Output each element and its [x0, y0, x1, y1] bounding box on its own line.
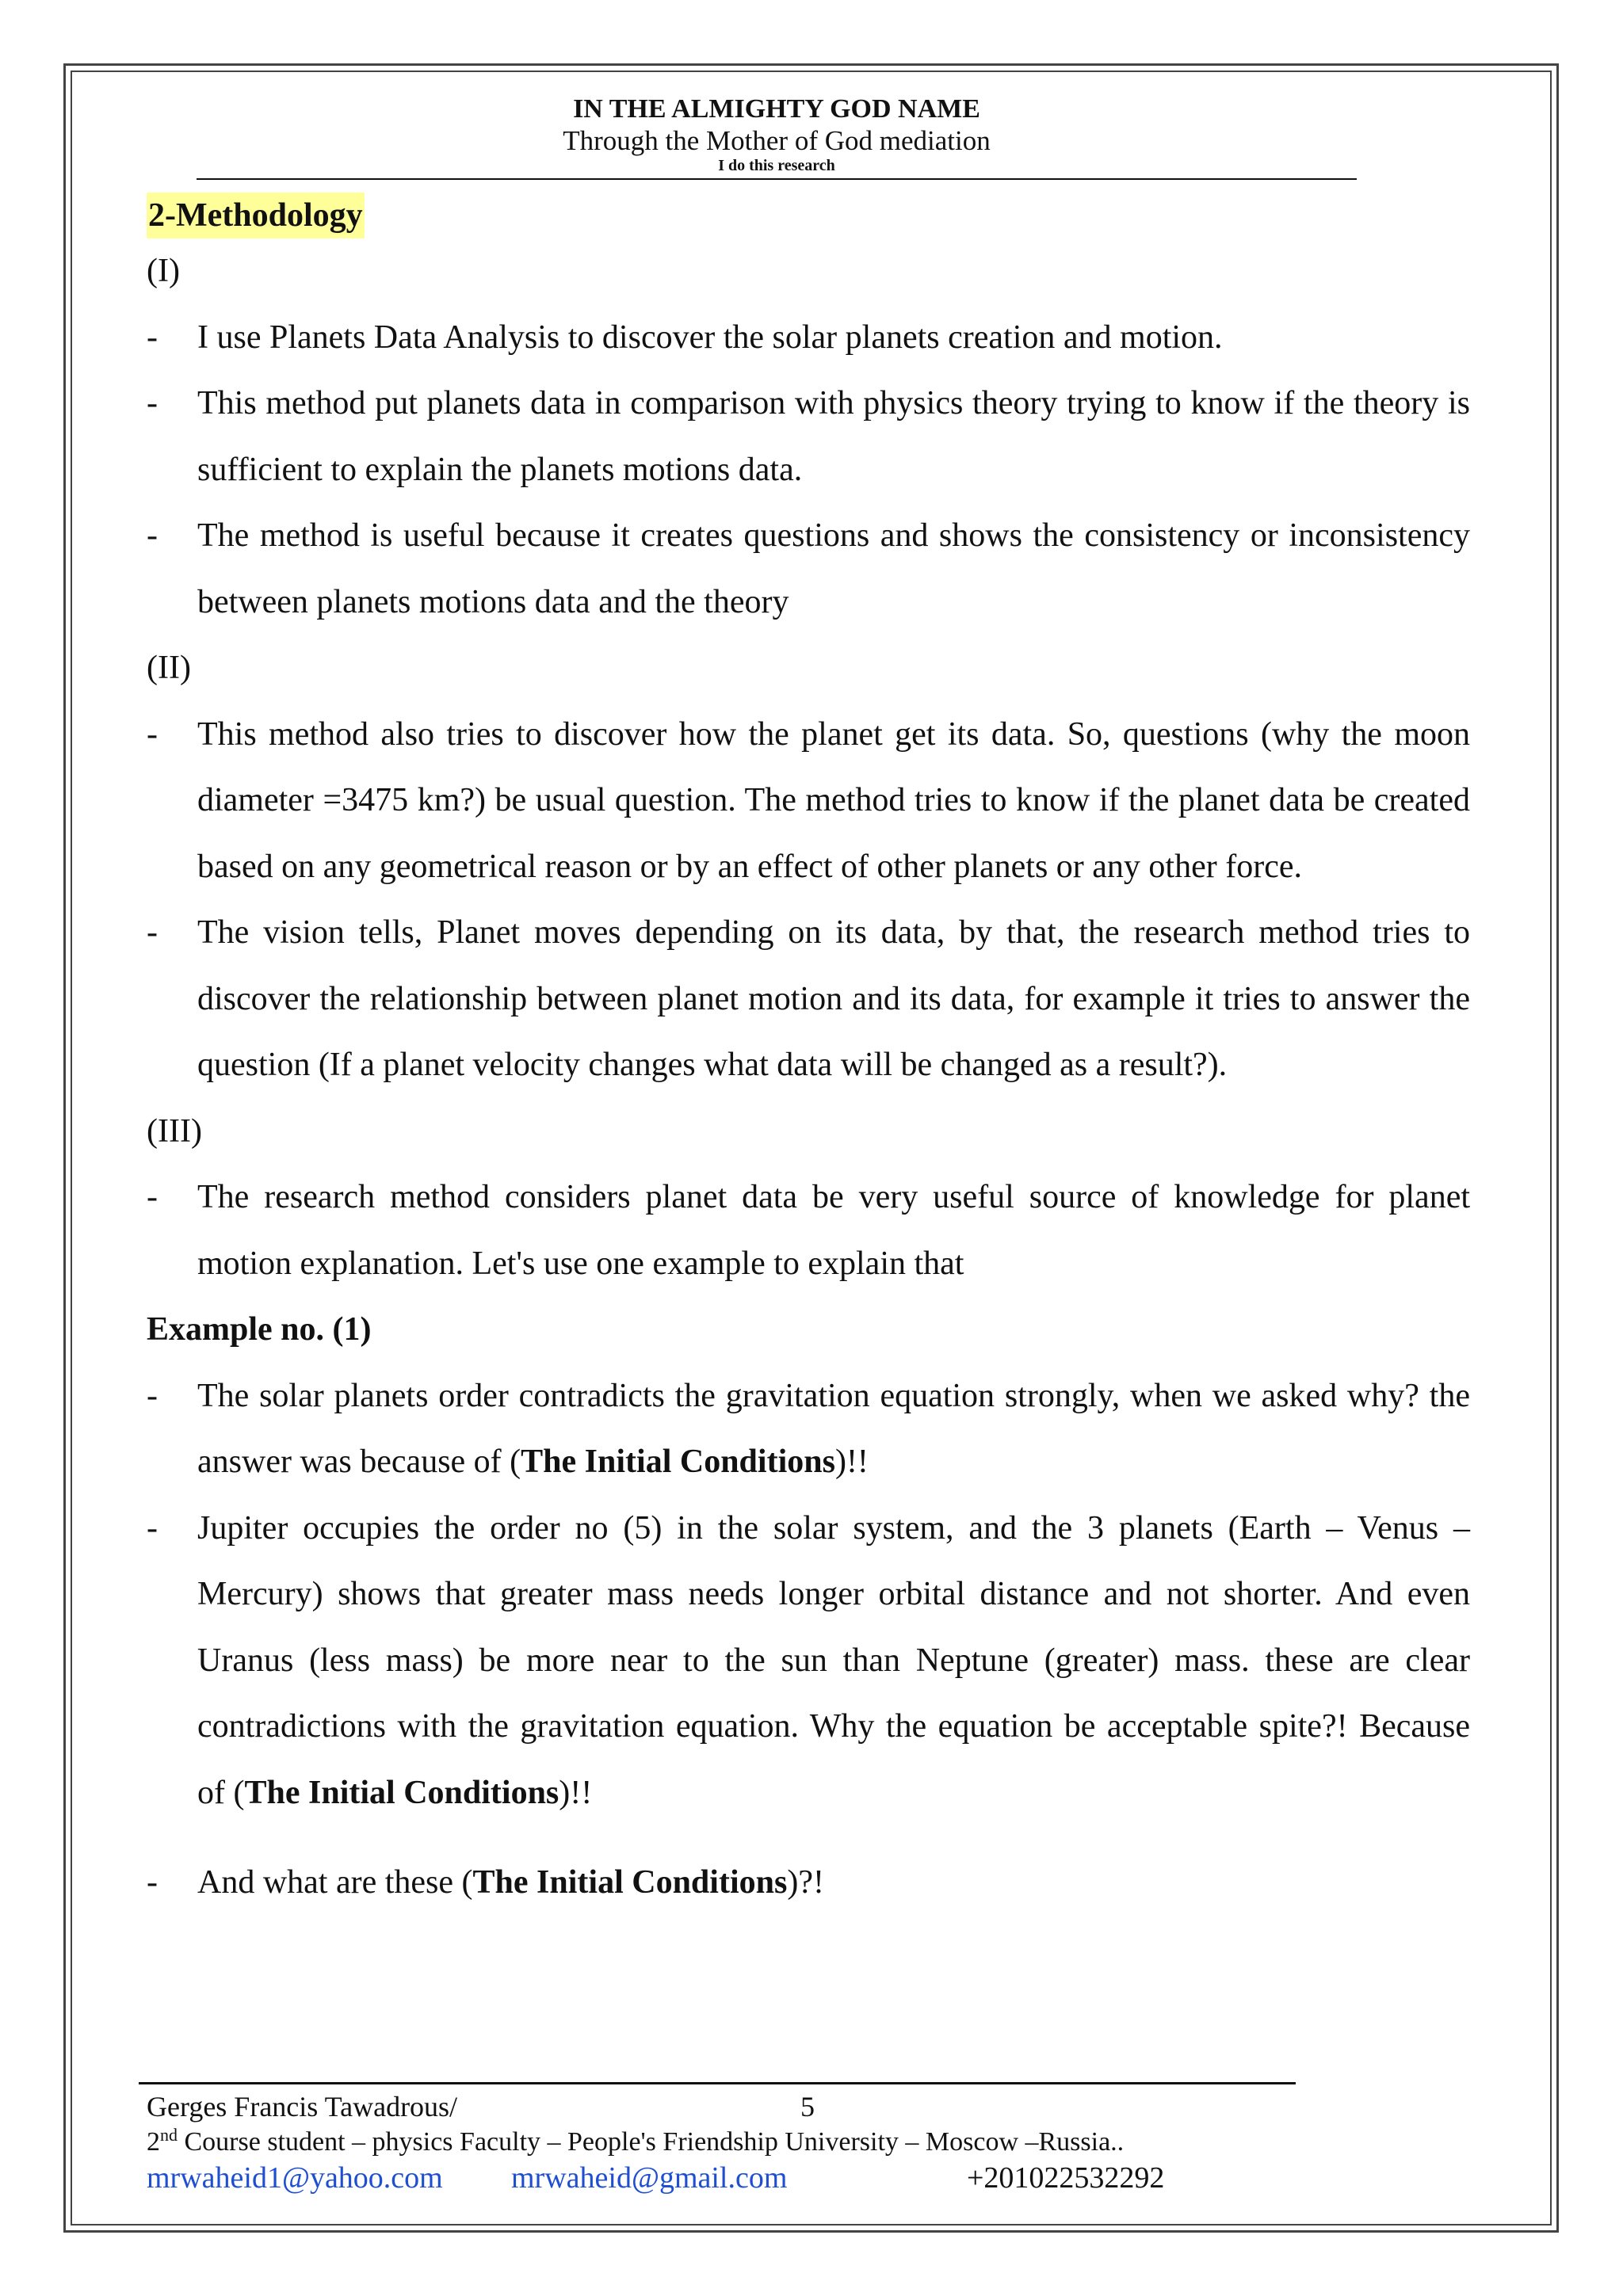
list-item	[147, 371, 1470, 503]
example-title: Example no. (1)	[147, 1311, 372, 1348]
list-item	[147, 1363, 1470, 1496]
text-run: The solar planets order contradicts the gravitation equation strongly, when we asked why? the answer was because of (	[197, 1377, 1470, 1480]
header-subtitle: Through the Mother of God mediation	[563, 125, 991, 156]
affiliation-suffix: nd	[160, 2125, 178, 2145]
header-title: IN THE ALMIGHTY GOD NAME	[573, 94, 980, 124]
page-footer	[147, 2088, 1335, 2196]
text-run: )!!	[834, 1444, 869, 1480]
text-run: Jupiter occupies the order no (5) in the solar system, and the 3 planets (Earth – Venus – Mercury) shows that greater mass needs longer orbital distance and not shorter. And even Uranus (less mass) be more near to the sun than Neptune (greater) mass. these are clear contradictions with the gravitation equation. Why the equation be acceptable spite?! Because of (	[197, 1509, 1470, 1811]
section-heading: 2-Methodology	[147, 193, 365, 238]
list-item	[147, 1850, 1470, 1917]
affiliation-ordinal: 2	[147, 2127, 160, 2157]
author-name: Gerges Francis Tawadrous/	[147, 2091, 458, 2122]
bullet-dash: -	[147, 517, 158, 554]
bullet-dash: -	[147, 318, 158, 356]
phone-number: +201022532292	[967, 2161, 1165, 2195]
contact-line	[147, 2160, 1335, 2196]
list-item-text: This method also tries to discover how the planet get its data. So, questions (why the moon diameter =3475 km?) be usual question. The method tries to know if the planet data be created based on any geometrical reason or by an effect of other planets or any other force.	[197, 715, 1470, 885]
text-run: And what are these (	[197, 1864, 473, 1901]
main-content	[147, 193, 1470, 1917]
list-item	[147, 702, 1470, 901]
email-link-yahoo[interactable]: mrwaheid1@yahoo.com	[147, 2161, 443, 2195]
bullet-dash: -	[147, 914, 158, 951]
affiliation	[147, 2125, 1335, 2160]
bullet-dash: -	[147, 1377, 158, 1414]
list-item	[147, 503, 1470, 635]
footer-line-1	[147, 2088, 1335, 2125]
bullet-dash: -	[147, 715, 158, 753]
affiliation-text: Course student – physics Faculty – People's Friendship University – Moscow –Russia..	[178, 2127, 1125, 2157]
list-item-text: The vision tells, Planet moves depending on its data, by that, the research method tries to discover the relationship between planet motion and its data, for example it tries to answer the question (If a planet velocity changes what data will be changed as a result?).	[197, 914, 1470, 1083]
footer-divider	[139, 2082, 1296, 2084]
initial-conditions-term: The Initial Conditions	[521, 1444, 835, 1480]
list-item-text	[197, 1850, 1470, 1917]
text-run: )!!	[559, 1774, 593, 1811]
list-item-text: This method put planets data in comparison with physics theory trying to know if the theory is sufficient to explain the planets motions data.	[197, 385, 1470, 488]
page-header	[198, 93, 1355, 174]
list-item	[147, 1165, 1470, 1297]
header-divider	[197, 178, 1357, 180]
bullet-dash: -	[147, 1509, 158, 1547]
list-item-text	[197, 1496, 1470, 1827]
bullet-dash: -	[147, 1864, 158, 1901]
list-item	[147, 1496, 1470, 1827]
bullet-dash: -	[147, 1179, 158, 1215]
list-item-text: The method is useful because it creates questions and shows the consistency or inconsistency between planets motions data and the theory	[197, 517, 1470, 620]
bullet-dash: -	[147, 385, 158, 421]
initial-conditions-term: The Initial Conditions	[244, 1774, 559, 1811]
header-note: I do this research	[718, 157, 835, 174]
part-label-2: (II)	[147, 650, 191, 686]
list-item-text: I use Planets Data Analysis to discover the solar planets creation and motion.	[197, 318, 1223, 356]
list-item-text: The research method considers planet data be very useful source of knowledge for planet motion explanation. Let's use one example to explain that	[197, 1179, 1470, 1282]
page-number: 5	[800, 2091, 815, 2122]
initial-conditions-term: The Initial Conditions	[472, 1864, 788, 1901]
list-item-text	[197, 1363, 1470, 1496]
spacer	[147, 1826, 1470, 1850]
email-link-gmail[interactable]: mrwaheid@gmail.com	[511, 2161, 788, 2195]
list-item	[147, 305, 1470, 372]
part-label-1: (I)	[147, 253, 180, 289]
text-run: )?!	[787, 1864, 824, 1901]
list-item	[147, 900, 1470, 1099]
part-label-3: (III)	[147, 1112, 202, 1150]
